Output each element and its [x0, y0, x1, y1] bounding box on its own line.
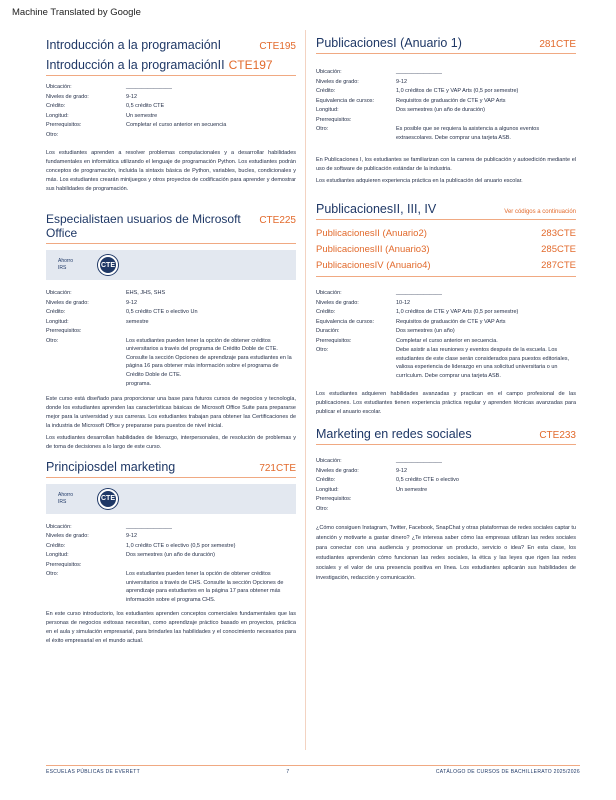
course-meta — [46, 83, 296, 139]
meta-key: Prerrequisitos: — [316, 337, 352, 344]
meta-value — [126, 327, 296, 336]
footer-page-number: 7 — [286, 769, 290, 775]
course-meta — [316, 289, 576, 380]
description-text: Los estudiantes adquieren habilidades avanzadas y practican en el campo profesional de las publicaciones. Los estudiantes tienen experiencia práctica regular y aprenden técnicas avanzadas para publicar el anuario escolar. — [316, 391, 576, 415]
description-text: Este curso está diseñado para proporcionar una base para futuros cursos de negocios y tecnología, donde los estudiantes aprenden las características básicas de Microsoft Office Suite para prepararse mejor para la universidad y sus carreras. Los estudiantes trabajan para obtener las Certificaciones de la industria de Microsoft Office y prepararse para puestos de nivel inicial. — [46, 395, 296, 429]
meta-value: _______________ — [396, 69, 442, 75]
meta-value: 0,5 crédito CTE o electivo — [396, 477, 459, 483]
footer-catalog-title: CATÁLOGO DE CURSOS DE BACHILLERATO 2025/2026 — [435, 769, 580, 775]
credit-badge-bar — [46, 250, 296, 280]
meta-value: Dos semestres (un año) — [396, 328, 455, 334]
course-header — [316, 427, 576, 445]
course-publications-1 — [316, 30, 576, 186]
meta-value — [396, 495, 576, 504]
course-office-specialist — [46, 212, 296, 452]
meta-value: _______________ — [126, 84, 172, 90]
course-intro-programming — [46, 30, 296, 194]
meta-value: 9-12 — [126, 299, 138, 306]
description-text: En Publicaciones I, los estudiantes se familiarizan con la carrera de publicación y autoedición mediante el uso de software de publicación estándar de la industria. — [316, 157, 576, 172]
course-description — [46, 395, 296, 452]
see-codes-link[interactable]: Ver códigos a continuación — [504, 209, 576, 215]
title-row — [316, 36, 576, 50]
description-text: Los estudiantes adquieren experiencia práctica en la publicación del anuario escolar. — [316, 178, 523, 184]
meta-key: Otro: — [46, 131, 59, 138]
meta-value: _______________ — [396, 290, 442, 296]
course-description — [316, 156, 576, 186]
meta-value: 0,5 crédito CTE o electivo Un — [126, 309, 198, 315]
meta-key: Crédito: — [316, 477, 336, 483]
cte-seal-icon: CTE — [98, 255, 118, 275]
title-row — [46, 212, 296, 240]
meta-key: Crédito: — [316, 88, 336, 94]
meta-key: Ubicación: — [46, 84, 72, 90]
meta-value — [126, 131, 296, 140]
course-title: Especialistaen usuarios de Microsoft Office — [46, 212, 241, 240]
meta-key: Otro: — [316, 126, 329, 132]
course-meta — [316, 68, 576, 142]
title-row — [46, 58, 296, 72]
meta-key: Prerrequisitos: — [316, 496, 352, 502]
badge-text — [58, 258, 98, 272]
meta-key: Otro: — [46, 571, 59, 577]
sub-course-list — [316, 226, 576, 277]
left-column — [46, 30, 296, 653]
meta-value: Un semestre — [126, 112, 158, 119]
course-header — [46, 30, 296, 76]
meta-key: Otro: — [316, 347, 329, 353]
description-text: Los estudiantes aprenden a resolver problemas computacionales y a desarrollar habilidades fundamentales en informática utilizando el lenguaje de programación Python. Los estudiantes podrán conceptos de programación, incluida la sintaxis básica de Python, variables, bucles, condicionales y más. Los estudiantes crearán minijuegos y otros proyectos de codificación para aprender y demostrar sus habilidades de programación. — [46, 150, 296, 192]
meta-key: Ubicación: — [46, 523, 72, 530]
course-publications-2-4 — [316, 202, 576, 417]
sub-course-name: PublicacionesIII (Anuario3) — [316, 244, 430, 255]
meta-value: 0,5 crédito CTE — [126, 103, 165, 109]
course-title: Introducción a la programaciónII — [46, 58, 225, 72]
badge-line: Ahorro — [58, 491, 74, 498]
title-row — [46, 38, 296, 52]
meta-value: Es posible que se requiera la asistencia a algunos eventos extraescolares. Debe comprar una tarjeta ASB. — [396, 126, 540, 141]
cte-seal-icon: CTE — [98, 489, 118, 509]
page-footer — [46, 765, 580, 775]
course-description — [316, 523, 576, 583]
footer-district: ESCUELAS PÚBLICAS DE EVERETT — [46, 769, 140, 775]
meta-value: Los estudiantes pueden tener la opción de obtener créditos universitarios a través del programa de Crédito Doble de CTE. Consulte la sección Opciones de aprendizaje para estudiantes en la página 16 para obtener más información sobre el programa de Crédito Doble de CTE. — [126, 337, 292, 378]
meta-key: Crédito: — [46, 309, 66, 315]
course-meta — [316, 457, 576, 513]
meta-key: Prerrequisitos: — [46, 561, 82, 568]
meta-value: Requisitos de graduación de CTE y VAP Arts — [396, 318, 506, 325]
meta-key: Prerrequisitos: — [316, 116, 352, 123]
sub-course-name: PublicacionesIV (Anuario4) — [316, 260, 431, 271]
sub-course-name: PublicacionesII (Anuario2) — [316, 228, 427, 239]
right-column — [316, 30, 576, 590]
meta-key: Ubicación: — [316, 69, 342, 75]
meta-value: Los estudiantes pueden tener la opción de obtener créditos universitarios a través de CHS. Consulte la sección Opciones de aprendizaje para estudiantes en la página 17 para obtener más información sobre el programa CHS. — [126, 571, 284, 603]
meta-key: Niveles de grado: — [316, 299, 359, 306]
meta-value: semestre — [126, 318, 149, 325]
course-header — [316, 30, 576, 54]
course-title: PublicacionesII, III, IV — [316, 202, 437, 216]
meta-key: Crédito: — [316, 309, 336, 315]
meta-value: 9-12 — [396, 467, 408, 474]
meta-key: Niveles de grado: — [46, 93, 89, 100]
meta-key: Otro: — [316, 505, 329, 512]
course-title: Marketing en redes sociales — [316, 427, 472, 441]
course-header — [46, 460, 296, 478]
meta-value — [396, 505, 576, 514]
meta-value: 9-12 — [396, 78, 408, 85]
description-text: En este curso introductorio, los estudiantes aprenden conceptos comerciales fundamentales que las personas de negocios exitosas necesitan, como aprendizaje práctico basado en proyectos, práctica en el aula y simulación empresarial, para brindarles las habilidades y el conocimiento necesarios para el éxito empresarial en el mundo actual. — [46, 611, 296, 644]
course-code: 281CTE — [539, 39, 576, 50]
course-description — [46, 610, 296, 646]
meta-value: EHS, JHS, SHS — [126, 290, 166, 296]
meta-value: 1,0 créditos de CTE y VAP Arts (0,5 por semestre) — [396, 88, 519, 94]
meta-value: 9-12 — [126, 533, 138, 539]
meta-key: Prerrequisitos: — [46, 122, 82, 128]
meta-key: Ubicación: — [316, 290, 342, 296]
meta-key: Duración: — [316, 328, 340, 334]
course-code: CTE195 — [259, 41, 296, 52]
course-code: CTE225 — [259, 215, 296, 226]
meta-key: Longitud: — [46, 318, 69, 325]
course-description — [316, 390, 576, 417]
meta-value: 1,0 crédito CTE o electivo (0,5 por semestre) — [126, 542, 236, 549]
sub-course-row — [316, 226, 576, 242]
badge-text — [58, 492, 98, 506]
meta-value: Debe asistir a las reuniones y eventos después de la escuela. Los estudiantes de este clase serán considerados para puestos editoriales, valiosa experiencia de liderazgo en una solicitud universitaria o un currículum. Debe comprar una tarjeta ASB. — [396, 347, 570, 379]
sub-course-code: 287CTE — [541, 260, 576, 271]
sub-course-row — [316, 258, 576, 274]
meta-key: Longitud: — [46, 112, 69, 119]
sub-course-row — [316, 242, 576, 258]
meta-key — [46, 380, 126, 389]
credit-badge-bar — [46, 484, 296, 514]
meta-value: Requisitos de graduación de CTE y VAP Arts — [396, 97, 506, 104]
column-divider — [305, 30, 306, 750]
meta-key: Longitud: — [316, 107, 339, 113]
meta-value: _______________ — [126, 523, 172, 530]
course-meta — [46, 289, 296, 389]
meta-key: Equivalencia de cursos: — [316, 318, 375, 325]
course-title: Principiosdel marketing — [46, 459, 176, 474]
meta-value: Dos semestres (un año de duración) — [396, 107, 485, 113]
badge-line: IRS — [58, 265, 67, 271]
meta-value: 10-12 — [396, 299, 411, 306]
course-marketing-principles — [46, 460, 296, 647]
meta-value: programa. — [126, 381, 152, 387]
course-code: 721CTE — [259, 462, 296, 474]
meta-value: Completar el curso anterior en secuencia. — [396, 337, 498, 344]
course-meta — [46, 523, 296, 605]
badge-line: IRS — [58, 498, 67, 505]
meta-key: Crédito: — [46, 542, 66, 549]
meta-key: Equivalencia de cursos: — [316, 97, 375, 104]
meta-value: Completar el curso anterior en secuencia — [126, 122, 227, 128]
meta-value — [126, 561, 296, 570]
sub-course-code: 283CTE — [541, 228, 576, 239]
description-text: ¿Cómo consiguen Instagram, Twitter, Facebook, SnapChat y otras plataformas de redes sociales captar tu atención y motivarte a gastar dinero? ¿Te interesa saber cómo las empresas utilizan las redes sociales para conectar con una audiencia y promocionar un producto, servicio o idea? En esta clase, los estudiantes aprenderán cómo funcionan las redes sociales, la ética y las leyes que rigen las redes sociales y el valor de una presencia positiva en línea. Los estudiantes aplicarán sus habilidades de investigación, redacción y comunicación. — [316, 525, 576, 581]
meta-key: Ubicación: — [316, 458, 342, 464]
course-title: Introducción a la programaciónI — [46, 38, 222, 52]
meta-value: _______________ — [396, 458, 442, 464]
meta-key: Prerrequisitos: — [46, 328, 82, 334]
meta-key: Niveles de grado: — [316, 467, 359, 474]
title-row — [46, 460, 296, 474]
course-header — [316, 202, 576, 220]
course-code: CTE233 — [539, 430, 576, 441]
meta-key: Niveles de grado: — [316, 78, 359, 85]
sub-course-code: 285CTE — [541, 244, 576, 255]
course-header — [46, 212, 296, 244]
course-title: PublicacionesI (Anuario 1) — [316, 36, 462, 50]
title-row — [316, 427, 576, 441]
meta-key: Niveles de grado: — [46, 533, 89, 539]
meta-key: Crédito: — [46, 103, 66, 109]
meta-key: Otro: — [46, 337, 59, 344]
meta-value: Un semestre — [396, 486, 428, 493]
description-text: Los estudiantes desarrollan habilidades de liderazgo, interpersonales, de resolución de problemas y de toma de decisiones a lo largo de este curso. — [46, 434, 296, 450]
course-description — [46, 149, 296, 194]
meta-key: Ubicación: — [46, 290, 72, 296]
meta-key: Niveles de grado: — [46, 299, 89, 306]
meta-key: Longitud: — [46, 552, 69, 558]
meta-key: Longitud: — [316, 486, 339, 493]
course-social-media-marketing — [316, 427, 576, 583]
course-code: CTE197 — [228, 58, 273, 72]
meta-value: Dos semestres (un año de duración) — [126, 552, 215, 558]
meta-value — [396, 116, 576, 125]
title-row — [316, 202, 576, 216]
badge-line: Ahorro — [58, 258, 74, 264]
meta-value: 9-12 — [126, 93, 138, 100]
machine-translated-note: Machine Translated by Google — [12, 7, 141, 18]
meta-value: 1,0 créditos de CTE y VAP Arts (0,5 por semestre) — [396, 309, 519, 315]
